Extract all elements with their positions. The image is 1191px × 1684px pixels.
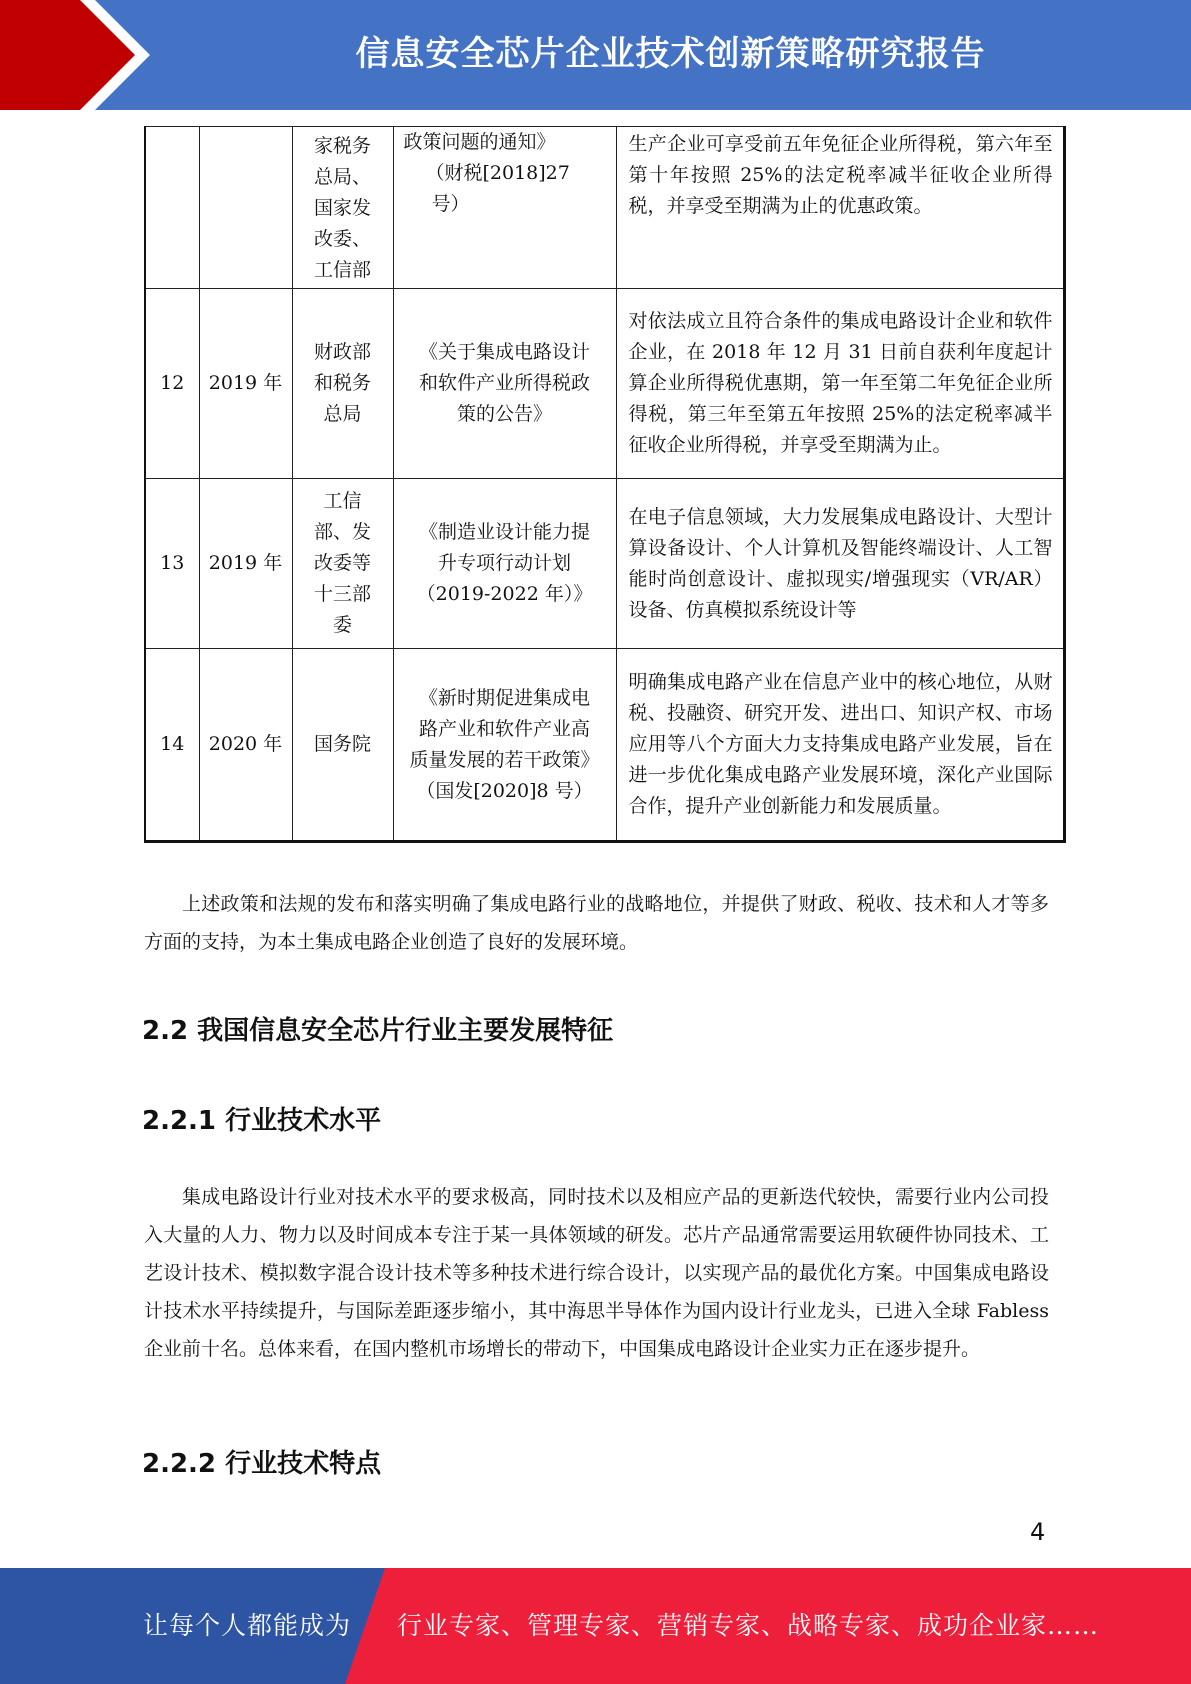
row-content: 生产企业可享受前五年免征企业所得税，第六年至第十年按照 25%的法定税率减半征收企业所得税，并享受至期满为止的优惠政策。 bbox=[616, 127, 1064, 289]
section-heading-2-2: 2.2 我国信息安全芯片行业主要发展特征 bbox=[142, 1016, 614, 1046]
row-number: 12 bbox=[145, 289, 199, 479]
policy-table bbox=[144, 126, 1066, 843]
document-line: 和软件产业所得税政 bbox=[418, 372, 590, 394]
row-document bbox=[393, 127, 616, 289]
document-line: （国发[2020]8 号） bbox=[416, 779, 593, 802]
row-content: 在电子信息领域，大力发展集成电路设计、大型计算设备设计、个人计算机及智能终端设计、人工智能时尚创意设计、虚拟现实/增强现实（VR/AR）设备、仿真模拟系统设计等 bbox=[616, 479, 1064, 649]
row-content: 明确集成电路产业在信息产业中的核心地位，从财税、投融资、研究开发、进出口、知识产权、市场应用等八个方面大力支持集成电路产业发展，旨在进一步优化集成电路产业发展环境，深化产业国际合作，提升产业创新能力和发展质量。 bbox=[616, 649, 1064, 842]
department-line: 国务院 bbox=[313, 733, 371, 755]
department-line: 工信部 bbox=[313, 259, 371, 281]
document-line: 质量发展的若干政策》 bbox=[409, 748, 600, 771]
row-year: 2020 年 bbox=[199, 649, 292, 842]
report-footer bbox=[0, 1568, 1191, 1684]
paragraph-summary: 上述政策和法规的发布和落实明确了集成电路行业的战略地位，并提供了财政、税收、技术和人才等多方面的支持，为本土集成电路企业创造了良好的发展环境。 bbox=[144, 893, 1049, 953]
document-line: 《制造业设计能力提 bbox=[418, 521, 590, 543]
row-department bbox=[292, 289, 393, 479]
row-document bbox=[393, 649, 616, 842]
section-heading-2-2-1: 2.2.1 行业技术水平 bbox=[142, 1106, 382, 1136]
row-year: 2019 年 bbox=[199, 479, 292, 649]
department-line: 委 bbox=[332, 614, 352, 636]
document-line: 策的公告》 bbox=[456, 403, 552, 425]
document-line: 路产业和软件产业高 bbox=[418, 717, 590, 740]
row-document bbox=[393, 479, 616, 649]
report-header bbox=[0, 0, 1191, 110]
footer-slogan-right: 行业专家、管理专家、营销专家、战略专家、成功企业家…… bbox=[397, 1611, 1100, 1640]
table-row bbox=[145, 127, 1064, 289]
row-content: 对依法成立且符合条件的集成电路设计企业和软件企业，在 2018 年 12 月 31 日前自获利年度起计算企业所得税优惠期，第一年至第二年免征企业所得税，第三年至第五年按照 25%的法定税率减半征收企业所得税，并享受至期满为止。 bbox=[616, 289, 1064, 479]
row-department bbox=[292, 649, 393, 842]
department-line: 改委等 bbox=[313, 552, 371, 574]
row-year: 2019 年 bbox=[199, 289, 292, 479]
document-line: 号） bbox=[431, 193, 470, 215]
row-number: 13 bbox=[145, 479, 199, 649]
row-number bbox=[145, 127, 199, 289]
row-number: 14 bbox=[145, 649, 199, 842]
document-line: 升专项行动计划 bbox=[437, 552, 571, 574]
section-heading-2-2-2: 2.2.2 行业技术特点 bbox=[142, 1449, 382, 1479]
row-department bbox=[292, 479, 393, 649]
department-line: 财政部 bbox=[313, 341, 371, 363]
page-number: 4 bbox=[1030, 1518, 1046, 1546]
department-line: 家税务 bbox=[313, 135, 371, 157]
document-line: （财税[2018]27 bbox=[425, 162, 570, 184]
department-line: 部、发 bbox=[313, 521, 371, 543]
table-row bbox=[145, 649, 1064, 842]
department-line: 国家发 bbox=[313, 197, 371, 219]
document-line: 《新时期促进集成电 bbox=[418, 686, 590, 709]
document-line: 《关于集成电路设计 bbox=[418, 341, 590, 363]
department-line: 总局 bbox=[323, 403, 362, 425]
row-document bbox=[393, 289, 616, 479]
row-department bbox=[292, 127, 393, 289]
document-line: （2019-2022 年）》 bbox=[416, 583, 593, 605]
paragraph-tech-level: 集成电路设计行业对技术水平的要求极高，同时技术以及相应产品的更新迭代较快，需要行业内公司投入大量的人力、物力以及时间成本专注于某一具体领域的研发。芯片产品通常需要运用软硬件协同技术、工艺设计技术、模拟数字混合设计技术等多种技术进行综合设计，以实现产品的最优化方案。中国集成电路设计技术水平持续提升，与国际差距逐步缩小，其中海思半导体作为国内设计行业龙头，已进入全球 Fabless 企业前十名。总体来看，在国内整机市场增长的带动下，中国集成电路设计企业实力正在逐步提升。 bbox=[144, 1186, 1049, 1360]
department-line: 总局、 bbox=[313, 166, 371, 188]
department-line: 十三部 bbox=[313, 583, 371, 605]
report-title: 信息安全芯片企业技术创新策略研究报告 bbox=[355, 34, 986, 74]
document-line: 政策问题的通知》 bbox=[403, 131, 556, 153]
department-line: 改委、 bbox=[313, 228, 371, 250]
table-row bbox=[145, 289, 1064, 479]
department-line: 工信 bbox=[323, 490, 362, 512]
row-year bbox=[199, 127, 292, 289]
department-line: 和税务 bbox=[313, 372, 371, 394]
footer-slogan-left: 让每个人都能成为 bbox=[143, 1611, 352, 1640]
table-row bbox=[145, 479, 1064, 649]
